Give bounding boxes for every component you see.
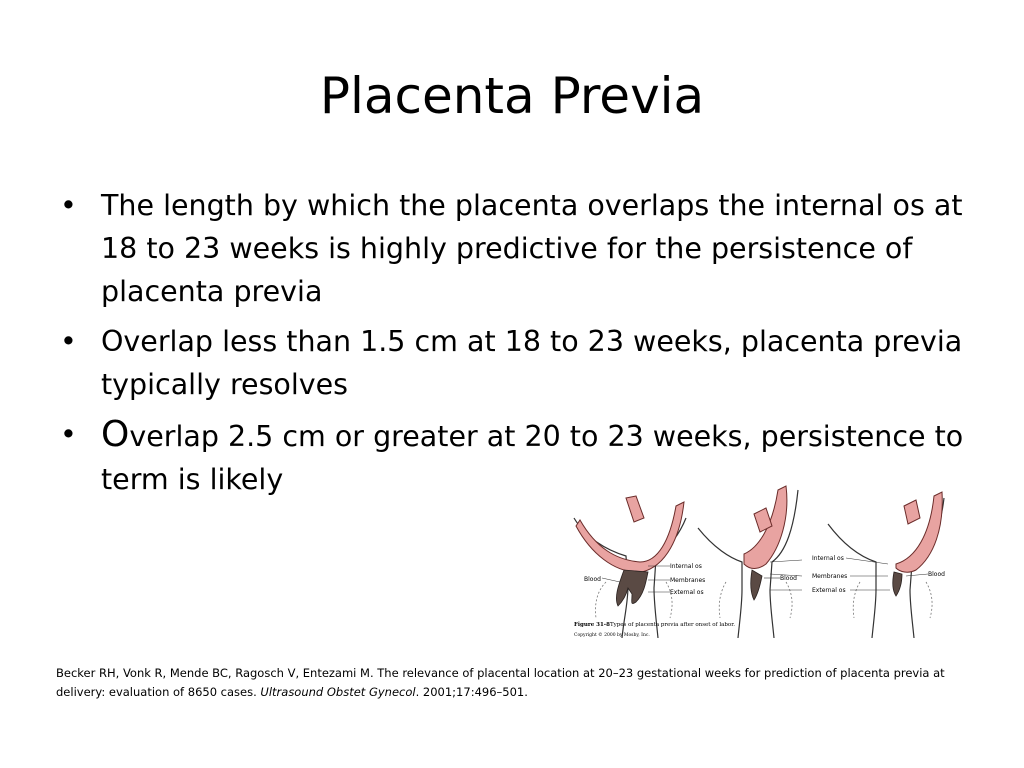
label-external-os: External os: [812, 587, 846, 594]
bullet-item: [56, 320, 966, 406]
bullet-list: [56, 184, 966, 508]
bullet-dot: •: [60, 325, 77, 358]
label-internal-os: Internal os: [670, 563, 702, 570]
bullet-text: verlap 2.5 cm or greater at 20 to 23 weeks, persistence to term is likely: [101, 420, 964, 496]
bullet-dot: •: [60, 418, 77, 451]
slide-title: Placenta Previa: [319, 67, 705, 125]
figure-caption: [574, 622, 735, 638]
figure-number: Figure 31-8: [574, 622, 610, 628]
citation-journal: Ultrasound Obstet Gynecol: [260, 685, 416, 699]
label-membranes: Membranes: [812, 573, 848, 580]
bullet-item: [56, 184, 966, 313]
panel-marginal-previa: [812, 492, 945, 638]
label-external-os: External os: [670, 589, 704, 596]
bullet-first-letter: O: [101, 414, 130, 455]
bullet-dot: •: [60, 189, 77, 222]
citation-text: Becker RH, Vonk R, Mende BC, Ragosch V, Entezami M. The relevance of placental location at 20–23 gestational weeks for prediction of placenta previa at delivery: evaluation of 8650 cases.: [56, 666, 945, 699]
citation-details: . 2001;17:496–501.: [415, 685, 528, 699]
panel-partial-previa: [698, 486, 802, 638]
placenta-previa-figure: [566, 478, 966, 642]
figure-caption-text: Types of placenta previa after onset of labor.: [610, 622, 735, 628]
citation: [56, 664, 976, 702]
label-blood: Blood: [584, 576, 601, 583]
placenta-previa-illustration: [566, 478, 966, 642]
figure-copyright: Copyright © 2000 by Mosby, Inc.: [574, 633, 650, 638]
bullet-text: The length by which the placenta overlaps the internal os at 18 to 23 weeks is highly predictive for the persistence of placenta previa: [101, 189, 963, 308]
label-membranes: Membranes: [670, 577, 706, 584]
bullet-text: Overlap less than 1.5 cm at 18 to 23 weeks, placenta previa typically resolves: [101, 325, 963, 401]
label-internal-os: Internal os: [812, 555, 844, 562]
label-blood: Blood: [928, 571, 945, 578]
label-blood: Blood: [780, 575, 797, 582]
panel-complete-previa: [574, 496, 705, 638]
